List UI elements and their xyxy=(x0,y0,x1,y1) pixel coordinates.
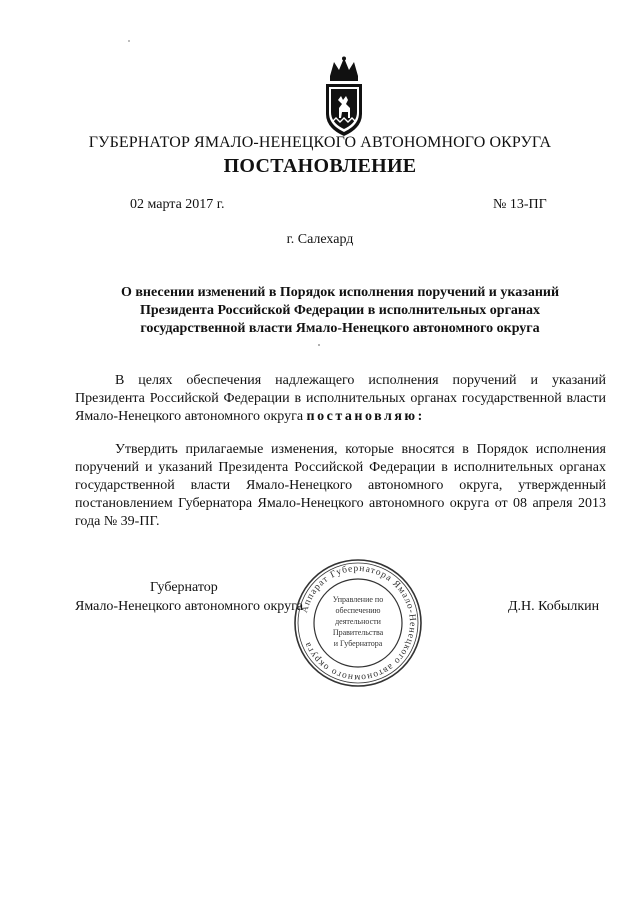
issuing-authority: ГУБЕРНАТОР ЯМАЛО-НЕНЕЦКОГО АВТОНОМНОГО ОКРУГА xyxy=(88,134,552,151)
body-paragraph-1 xyxy=(75,372,606,426)
decree-keyword: постановляю: xyxy=(306,409,425,424)
paragraph-1-text: В целях обеспечения надлежащего исполнения поручений и указаний Президента Российской Федерации в исполнительных органах государственной власти Ямало-Ненецкого автономного округа xyxy=(75,373,606,424)
body-paragraph-2: Утвердить прилагаемые изменения, которые вносятся в Порядок исполнения поручений и указаний Президента Российской Федерации в исполнительных органах государственной власти Ямало-Ненецкого автономного округа, утвержденный постановлением Губернатора Ямало-Ненецкого автономного округа от 08 апреля 2013 года № 39-ПГ. xyxy=(75,442,606,529)
document-type-title: ПОСТАНОВЛЕНИЕ xyxy=(223,155,417,177)
stamp-line-2: обеспечению xyxy=(335,606,381,615)
stamp-line-3: деятельности xyxy=(335,617,381,626)
stamp-line-5: и Губернатора xyxy=(333,639,383,648)
document-date: 02 марта 2017 г. xyxy=(130,197,225,212)
scan-speck xyxy=(128,40,130,42)
signatory-name: Д.Н. Кобылкин xyxy=(508,599,600,614)
signatory-title-line-2: Ямало-Ненецкого автономного округа xyxy=(75,599,304,614)
scan-speck xyxy=(318,344,320,346)
stamp-line-4: Правительства xyxy=(332,628,384,637)
document-subject: О внесении изменений в Порядок исполнения поручений и указаний Президента Российской Федерации в исполнительных органах государственной власти Ямало-Ненецкого автономного округа xyxy=(120,285,560,336)
document-number: № 13-ПГ xyxy=(493,197,547,212)
coat-of-arms-icon xyxy=(322,56,366,140)
stamp-outer-text: Аппарат Губернатора Ямало-Ненецкого автономного округа xyxy=(300,563,418,683)
official-stamp xyxy=(290,556,426,690)
signatory-title-line-1: Губернатор xyxy=(150,580,218,595)
stamp-line-1: Управление по xyxy=(332,595,384,604)
document-city: г. Салехард xyxy=(286,232,354,247)
